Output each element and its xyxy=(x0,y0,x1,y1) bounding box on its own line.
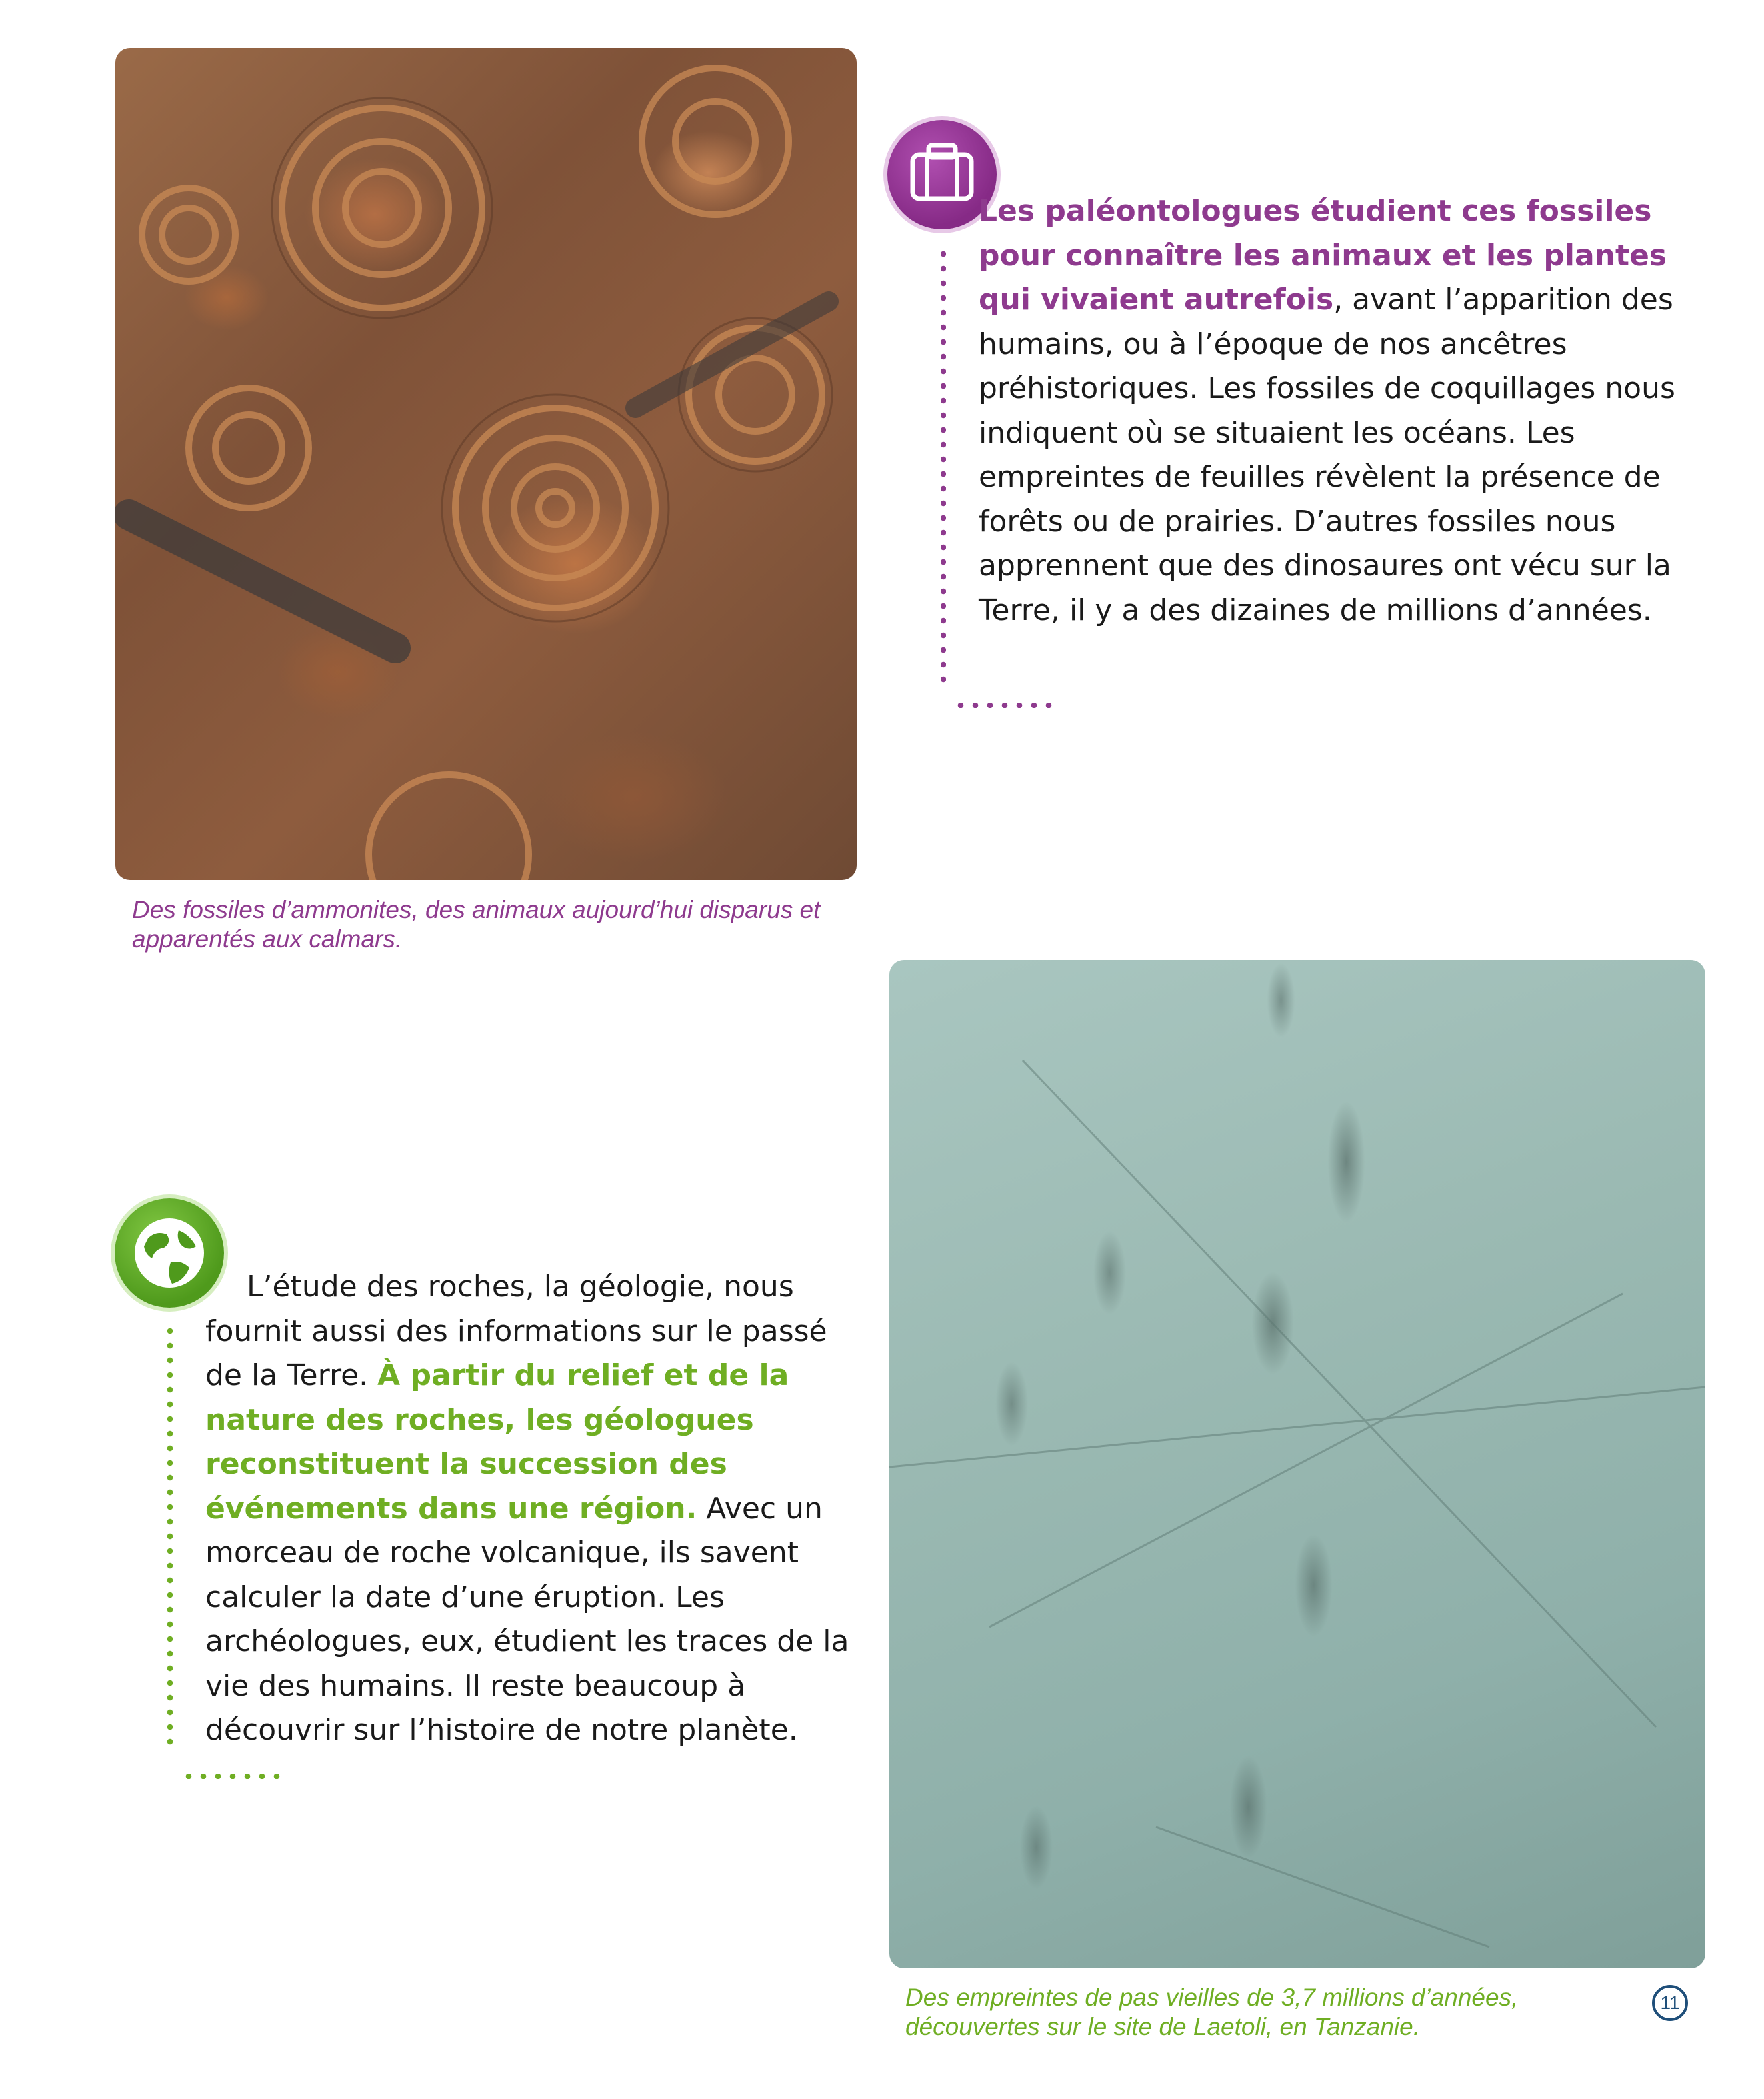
paleontology-body: , avant l’apparition des humains, ou à l’époque de nos ancêtres préhistoriques. Les fossiles de coquillages nous indiquent où se situaient les océans. Les empreintes de feuilles révèlent la présence de forêts ou de prairies. D’autres fossiles nous apprennent que des dinosaures ont vécu sur la Terre, il y a des dizaines de millions d’années. xyxy=(979,283,1675,627)
ammonites-photo xyxy=(115,48,857,880)
geology-intro: L’étude des roches, la géologie, nous fournit aussi des informations sur le passé de la Terre. xyxy=(205,1270,827,1392)
paleontology-paragraph xyxy=(979,189,1699,633)
geology-body: Avec un morceau de roche volcanique, ils savent calculer la date d’une éruption. Les archéologues, eux, étudient les traces de la vie des humains. Il reste beaucoup à découvrir sur l’histoire de notre planète. xyxy=(205,1491,849,1747)
footprints-photo xyxy=(889,960,1705,1968)
footprints-illustration xyxy=(889,960,1705,1968)
purple-dotted-line-end xyxy=(953,703,1060,708)
paleontology-highlight: Les paléontologues étudient ces fossiles pour connaître les animaux et les plantes qui vivaient autrefois xyxy=(979,194,1667,317)
geology-highlight: À partir du relief et de la nature des roches, les géologues reconstituent la succession des événements dans une région. xyxy=(205,1358,789,1526)
purple-dotted-line xyxy=(941,247,946,687)
ammonites-illustration xyxy=(115,48,857,880)
geology-paragraph xyxy=(205,1265,872,1753)
page-number: 11 xyxy=(1652,1985,1688,2021)
green-dotted-line-end xyxy=(181,1774,288,1779)
ammonites-caption: Des fossiles d’ammonites, des animaux aujourd’hui disparus et apparentés aux calmars. xyxy=(132,896,821,953)
green-dotted-line xyxy=(167,1324,173,1750)
footprints-caption: Des empreintes de pas vieilles de 3,7 millions d’années, découvertes sur le site de Laetoli, en Tanzanie. xyxy=(905,1984,1519,2040)
